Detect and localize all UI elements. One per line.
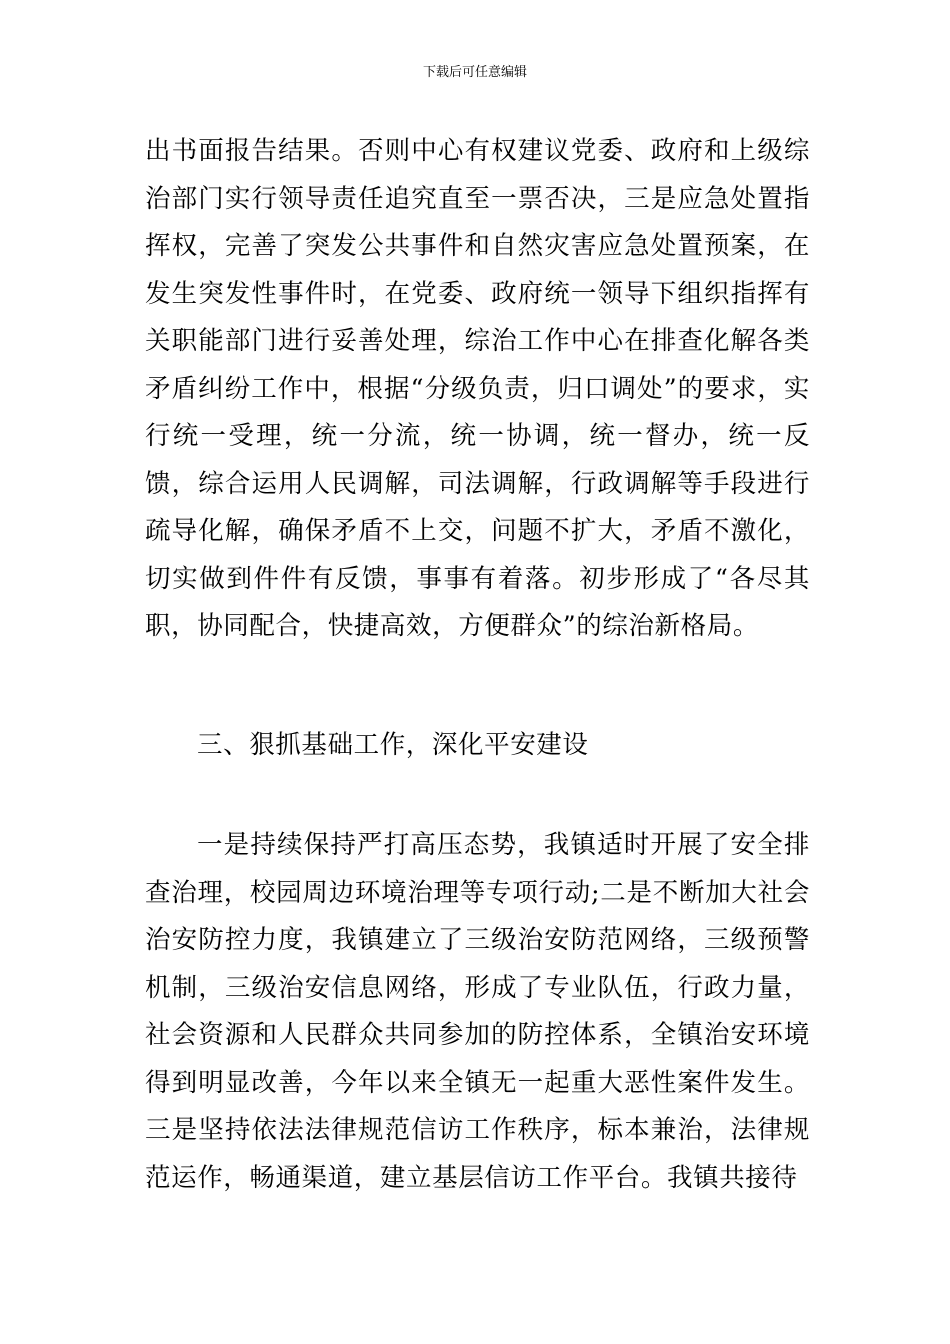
page-header: 下载后可任意编辑: [422, 65, 527, 80]
paragraph-section-three: 一是持续保持严打高压态势，我镇适时开展了安全排查治理，校园周边环境治理等专项行动;二是不断加大社会治安防控力度，我镇建立了三级治安防范网络，三级预警机制，三级治安信息网络，形成了专业队伍，行政力量，社会资源和人民群众共同参加的防控体系，全镇治安环境得到明显改善，今年以来全镇无一起重大恶性案件发生。三是坚持依法法律规范信访工作秩序，标本兼治，法律规范运作，畅通渠道，建立基层信访工作平台。我镇共接待: [145, 830, 810, 1193]
paragraph-intro: 出书面报告结果。否则中心有权建议党委、政府和上级综治部门实行领导责任追究直至一票否决，三是应急处置指挥权，完善了突发公共事件和自然灾害应急处置预案，在发生突发性事件时，在党委、政府统一领导下组织指挥有关职能部门进行妥善处理，综治工作中心在排查化解各类矛盾纠纷工作中，根据“分级负责，归口调处”的要求，实行统一受理，统一分流，统一协调，统一督办，统一反馈，综合运用人民调解，司法调解，行政调解等手段进行疏导化解，确保矛盾不上交，问题不扩大，矛盾不激化，切实做到件件有反馈，事事有着落。初步形成了“各尽其职，协同配合，快捷高效，方便群众”的综治新格局。: [145, 136, 810, 641]
section-heading: 三、狠抓基础工作，深化平安建设: [197, 730, 589, 760]
